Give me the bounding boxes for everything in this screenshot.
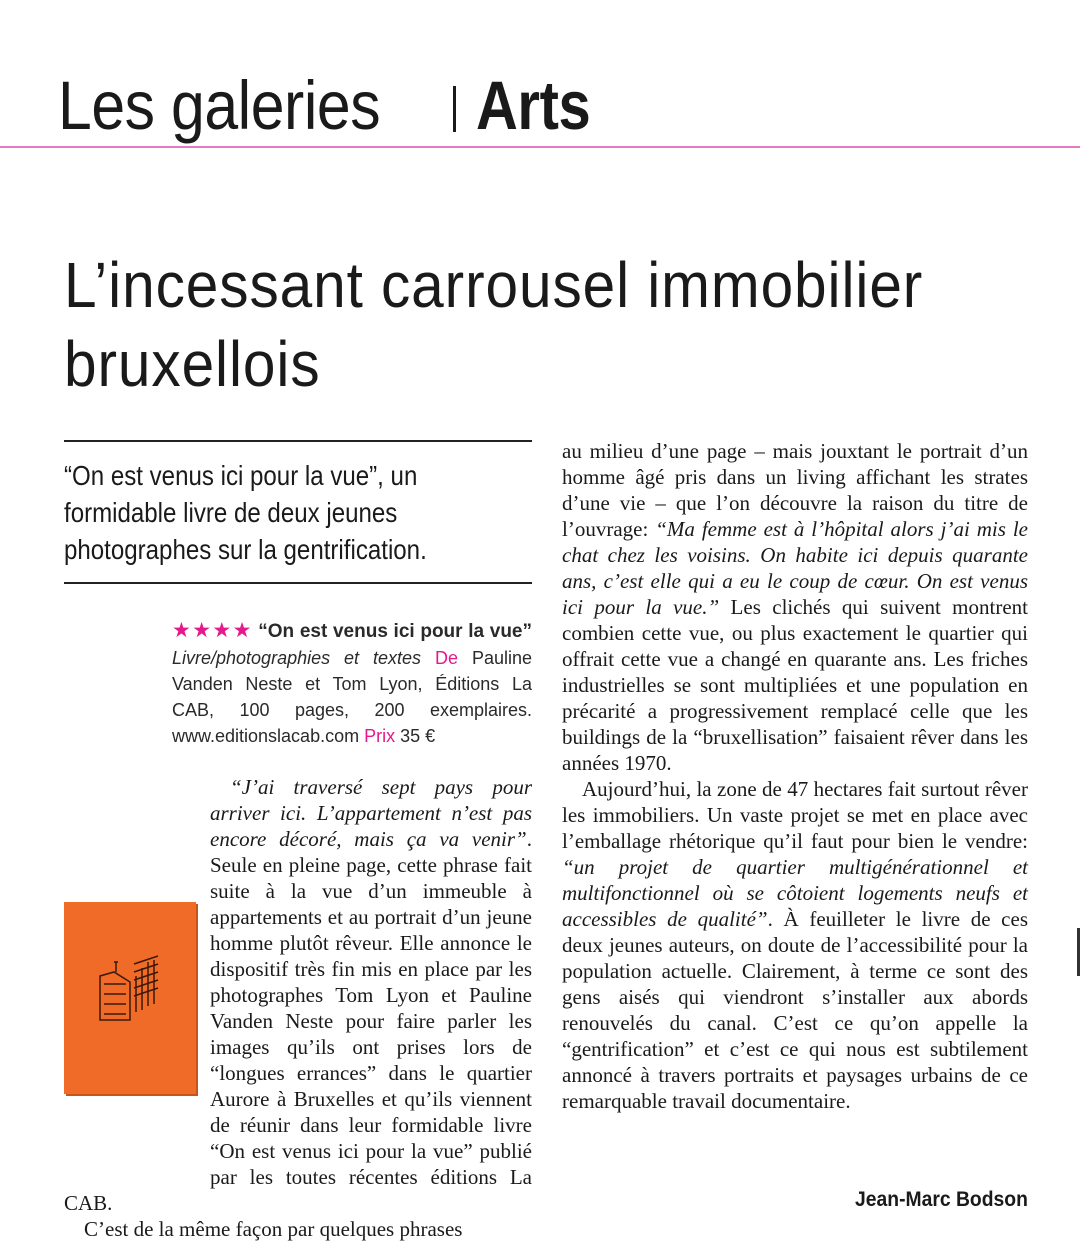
book-details: Pauline Vanden Neste et Tom Lyon, Éditions La CAB, 100 pages, 200 exemplaires. www.editionslacab.com [172, 648, 532, 746]
rubric-underline [0, 146, 1080, 148]
article-headline: L’incessant carrousel immobilier bruxellois [64, 249, 924, 400]
paragraph-2-continued [562, 438, 1028, 776]
paragraph-2-quote: “Ma femme est à l’hôpital alors j’ai mis le chat chez les voisins. On habite ici depuis quarante ans, c’est elle qui a eu le coup de cœur. On est venus ici pour la vue.” [562, 517, 1028, 619]
paragraph-3-quote: “un projet de quartier multigénérationnel et multifonctionnel où se côtoient logements neufs et accessibles de qualité” [562, 855, 1028, 931]
rating-stars: ★★★★ [172, 619, 253, 642]
rubric-section: Les galeries [58, 67, 381, 144]
book-price: 35 € [400, 726, 436, 746]
body-column-right [562, 438, 1028, 1114]
rubric-category: Arts [476, 67, 591, 144]
body-column-left [64, 774, 532, 1242]
paragraph-2-text-a: au milieu d’une page – mais jouxtant le portrait d’un homme âgé pris dans un living affichant les strates d’une vie – que l’on découvre la raison du titre de l’ouvrage: [562, 439, 1028, 541]
book-title: “On est venus ici pour la vue” [258, 621, 532, 642]
author-signature: Jean-Marc Bodson [855, 1188, 1028, 1211]
section-rubric [58, 66, 1080, 146]
paragraph-2-start: C’est de la même façon par quelques phrases [84, 1217, 463, 1241]
book-info-box [172, 618, 532, 749]
paragraph-2-text-b: Les clichés qui suivent montrent combien cette vue, ou plus exactement le quartier qui offrait cette vue a changé en quarante ans. Les friches industrielles se sont multipliées et une population en précarité a progressivement remplacé celle que les buildings de la “bruxellisation” faisaient rêver dans les années 1970. [562, 595, 1028, 775]
lede-top-rule [64, 440, 532, 442]
price-label: Prix [364, 726, 396, 746]
lede-bottom-rule [64, 582, 532, 584]
article-lede: “On est venus ici pour la vue”, un formidable livre de deux jeunes photographes sur la gentrification. [64, 460, 427, 565]
paragraph-1-text: . Seule en pleine page, cette phrase fait suite à la vue d’un immeuble à appartements et au portrait d’un jeune homme plutôt rêveur. Elle annonce le dispositif très fin mis en place par les photographes Tom Lyon et Pauline Vanden Neste pour faire parler les images qu’ils ont prises lors de “longues errances” dans le quartier Aurore à Bruxelles et qu’ils viennent de réunir dans leur formidable livre “On est venus ici pour la vue” publié par les toutes récentes éditions La CAB. [64, 827, 532, 1215]
book-genre: Livre/photographies et textes [172, 648, 422, 668]
paragraph-1 [64, 774, 532, 1216]
paragraph-3-text-b: . À feuilleter le livre de ces deux jeunes auteurs, on doute de l’accessibilité pour la population actuelle. Clairement, à terme ce sont des gens aisés qui viendront s’installer aux abords renouvelés du canal. C’est ce qu’on appelle la “gentrification” et c’est ce qui nous est subtilement annoncé à travers portraits et paysages urbains de ce remarquable travail documentaire. [562, 907, 1028, 1113]
paragraph-3-text-a: Aujourd’hui, la zone de 47 hectares fait surtout rêver les immobiliers. Un vaste projet se met en place avec l’emballage rhétorique qu’il faut pour bien le vendre: [562, 777, 1028, 853]
paragraph-3 [562, 776, 1028, 1114]
by-label: De [434, 648, 458, 668]
rubric-divider [453, 86, 456, 132]
paragraph-1-quote: “J’ai traversé sept pays pour arriver ici. L’appartement n’est pas encore décoré, mais ça va venir” [210, 775, 532, 851]
